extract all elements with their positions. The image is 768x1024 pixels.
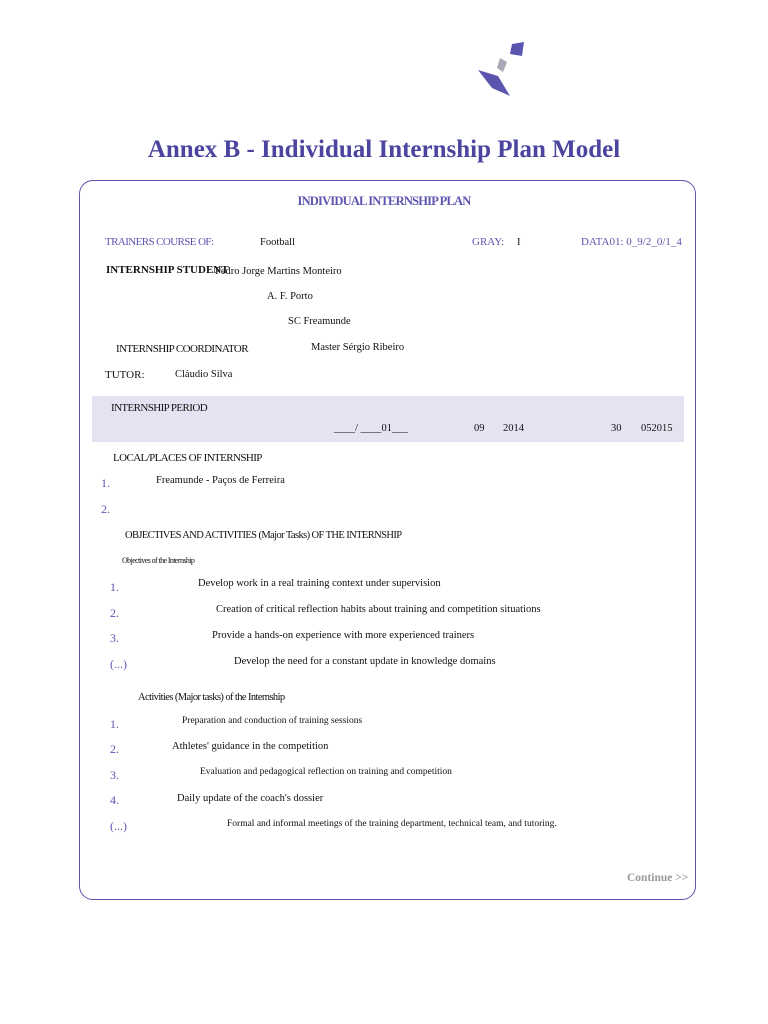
coordinator-value: Master Sérgio Ribeiro xyxy=(311,342,405,353)
objective-number: (...) xyxy=(110,657,127,671)
grade-label: GRAY: xyxy=(472,236,505,248)
places-label: LOCAL/PLACES OF INTERNSHIP xyxy=(113,452,262,464)
course-value: Football xyxy=(260,237,296,248)
plan-heading: INDIVIDUAL INTERNSHIP PLAN xyxy=(297,194,471,208)
activity-text: Evaluation and pedagogical reflection on training and competition xyxy=(200,767,452,777)
objective-text: Creation of critical reflection habits about training and competition situations xyxy=(216,604,541,615)
objective-text: Develop work in a real training context under supervision xyxy=(198,578,441,589)
activity-text: Athletes' guidance in the competition xyxy=(172,741,329,752)
activity-text: Formal and informal meetings of the training department, technical team, and tutoring. xyxy=(227,819,557,829)
tutor-label: TUTOR: xyxy=(105,369,145,381)
objectives-subheading: Objectives of the Internship xyxy=(122,556,195,565)
objective-text: Develop the need for a constant update in knowledge domains xyxy=(234,656,496,667)
period-start-blank: ____/ ____01___ xyxy=(334,423,408,434)
activity-number: 2. xyxy=(110,742,119,756)
continue-link[interactable]: Continue >> xyxy=(627,872,689,884)
coordinator-label: INTERNSHIP COORDINATOR xyxy=(116,343,248,355)
course-label: TRAINERS COURSE OF: xyxy=(105,236,214,248)
place-text: Freamunde - Paços de Ferreira xyxy=(156,475,285,486)
activity-number: 1. xyxy=(110,717,119,731)
period-start-year: 2014 xyxy=(503,423,524,434)
objective-number: 3. xyxy=(110,631,119,645)
student-label: INTERNSHIP STUDENT xyxy=(106,264,229,276)
activity-text: Preparation and conduction of training sessions xyxy=(182,716,363,726)
objective-number: 1. xyxy=(110,580,119,594)
period-end-monthyear: 052015 xyxy=(641,423,673,434)
institution-logo-icon xyxy=(470,38,530,102)
tutor-value: Cláudio Silva xyxy=(175,369,233,380)
date-label: DATA01: 0_9/2_0/1_4 xyxy=(581,236,682,248)
activity-number: 4. xyxy=(110,793,119,807)
objective-number: 2. xyxy=(110,606,119,620)
student-association: A. F. Porto xyxy=(267,291,313,302)
activities-heading: Activities (Major tasks) of the Internship xyxy=(138,692,285,703)
period-end-day: 30 xyxy=(611,423,622,434)
document-title: Annex B - Individual Internship Plan Model xyxy=(147,136,621,163)
objective-text: Provide a hands-on experience with more experienced trainers xyxy=(212,630,475,641)
student-club: SC Freamunde xyxy=(288,316,351,327)
student-name: Pedro Jorge Martins Monteiro xyxy=(215,266,342,277)
grade-value: I xyxy=(517,237,521,248)
activity-text: Daily update of the coach's dossier xyxy=(177,793,324,804)
period-start-month: 09 xyxy=(474,423,485,434)
objectives-activities-heading: OBJECTIVES AND ACTIVITIES (Major Tasks) OF THE INTERNSHIP xyxy=(125,530,402,541)
place-number: 2. xyxy=(101,502,110,516)
period-label: INTERNSHIP PERIOD xyxy=(111,402,208,414)
activity-number: (...) xyxy=(110,819,127,833)
activity-number: 3. xyxy=(110,768,119,782)
place-number: 1. xyxy=(101,476,110,490)
